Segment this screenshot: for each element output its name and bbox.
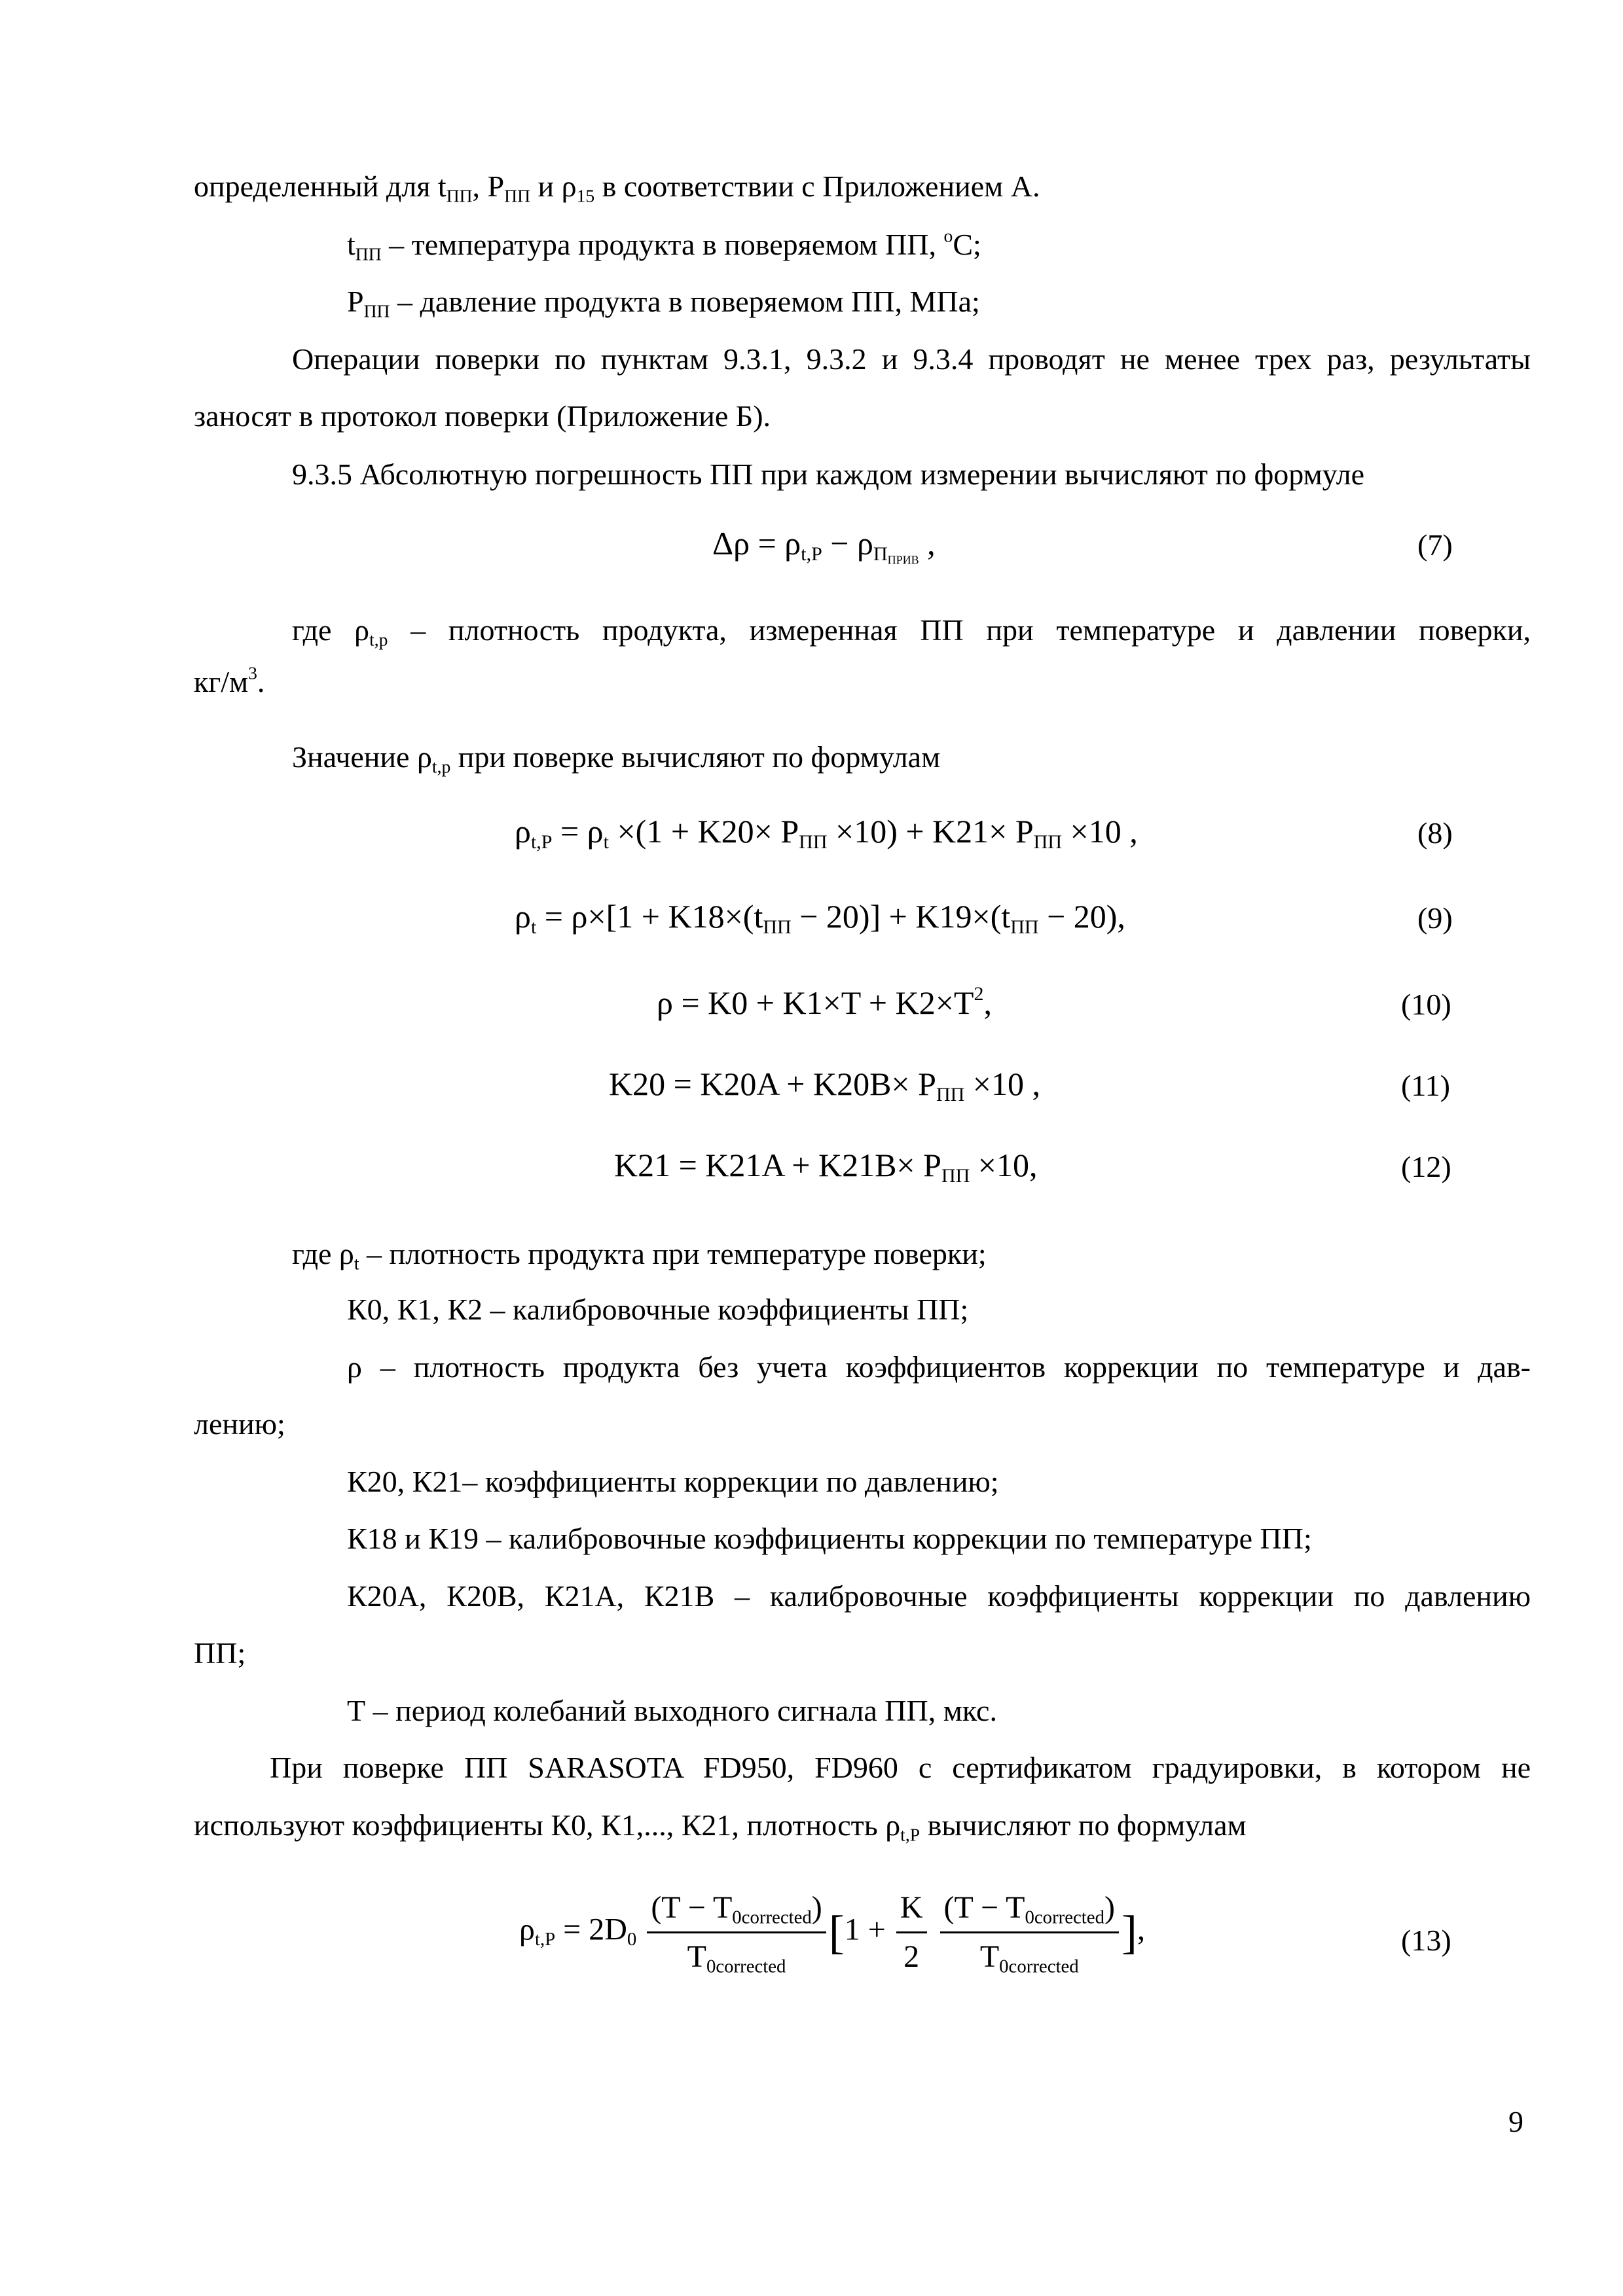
formula-8: $\rho_{t,P} = \rho_t \times(1 + K20\times P_{ПП} \times 10) + K21\times P_{ПП} \times 10$ , bbox=[515, 813, 1138, 853]
equation-number: (8) bbox=[1417, 816, 1453, 850]
text-line: где $\rho_{t,p}$ – плотность продукта, измеренная ПП при температуре и давлении поверки, bbox=[292, 613, 1531, 650]
text-line: 9.3.5 Абсолютную погрешность ПП при каждом измерении вычисляют по формуле bbox=[292, 457, 1365, 491]
text-line: $P_{ПП}$ – давление продукта в поверяемом ПП, МПа; bbox=[347, 285, 980, 321]
text-line: определенный для $t_{ПП}$, $P_{ПП}$ и $\rho_{15}$ в соответствии с Приложением А. bbox=[194, 170, 1040, 206]
text-line: заносят в протокол поверки (Приложение Б). bbox=[194, 399, 771, 433]
text-line: К0, К1, К2 – калибровочные коэффициенты ПП; bbox=[347, 1293, 969, 1326]
formula-13: $\rho_{t,P} = 2D_0$ $\frac{(T - T_{0corrected})}{T_{0corrected}}$ [1 + $\frac{K}{2}$ $\frac{(T - T_{0corrected})}{T_{0corrected}}$ ], bbox=[519, 1888, 1145, 1977]
text-line: используют коэффициенты К0, К1,..., К21, плотность $\rho_{t,P}$ вычисляют по формулам bbox=[194, 1808, 1247, 1845]
equation-number: (12) bbox=[1401, 1150, 1451, 1183]
fraction: $\frac{(T - T_{0corrected})}{T_{0corrected}}$ bbox=[940, 1888, 1119, 1977]
text-line: К18 и К19 – калибровочные коэффициенты коррекции по температуре ПП; bbox=[347, 1522, 1312, 1555]
text-line: Значение $\rho_{t,p}$ при поверке вычисляют по формулам bbox=[292, 740, 941, 777]
text-line: $кг/м^3$. bbox=[194, 662, 265, 698]
page-number: 9 bbox=[1508, 2105, 1523, 2138]
text-line: При поверке ПП SARASOTA FD950, FD960 с сертификатом градуировки, в котором не bbox=[270, 1751, 1531, 1784]
text-line: $t_{ПП}$ – температура продукта в поверяемом ПП, $^о$С; bbox=[347, 225, 981, 264]
equation-number: (7) bbox=[1417, 528, 1453, 562]
text-line: лению; bbox=[194, 1407, 285, 1441]
equation-number: (11) bbox=[1401, 1069, 1450, 1102]
formula-7: $\Delta\rho = \rho_{t,P} - \rho_{П_{ПРИВ}}$ , bbox=[712, 525, 936, 567]
fraction: $\frac{(T - T_{0corrected})}{T_{0corrected}}$ bbox=[647, 1888, 826, 1977]
equation-number: (9) bbox=[1417, 901, 1453, 935]
text-line: ПП; bbox=[194, 1636, 246, 1670]
text-line: Т – период колебаний выходного сигнала ПП, мкс. bbox=[347, 1694, 997, 1727]
equation-number: (10) bbox=[1401, 988, 1451, 1021]
text-line: где $\rho_t$ – плотность продукта при температуре поверки; bbox=[292, 1237, 987, 1274]
text-line: К20, К21– коэффициенты коррекции по давлению; bbox=[347, 1465, 999, 1498]
text-line: К20А, К20В, К21А, К21В – калибровочные коэффициенты коррекции по давлению bbox=[347, 1579, 1531, 1613]
text-line: Операции поверки по пунктам 9.3.1, 9.3.2 и 9.3.4 проводят не менее трех раз, результаты bbox=[292, 342, 1531, 376]
equation-number: (13) bbox=[1401, 1924, 1451, 1957]
formula-11: $K20 = K20A + K20B\times P_{ПП} \times 10$ , bbox=[609, 1066, 1040, 1105]
text-line: ρ – плотность продукта без учета коэффициентов коррекции по температуре и дав- bbox=[347, 1350, 1531, 1384]
formula-12: $K21 = K21A + K21B\times P_{ПП} \times 10$, bbox=[614, 1147, 1038, 1187]
fraction: $\frac{K}{2}$ bbox=[896, 1888, 927, 1977]
formula-10: $\rho = K0 + K1\times T + K2\times T^2$, bbox=[657, 983, 992, 1021]
formula-9: $\rho_t = \rho\times[1 + K18\times(t_{ПП} - 20)] + K19\times(t_{ПП} - 20)$, bbox=[515, 898, 1125, 938]
